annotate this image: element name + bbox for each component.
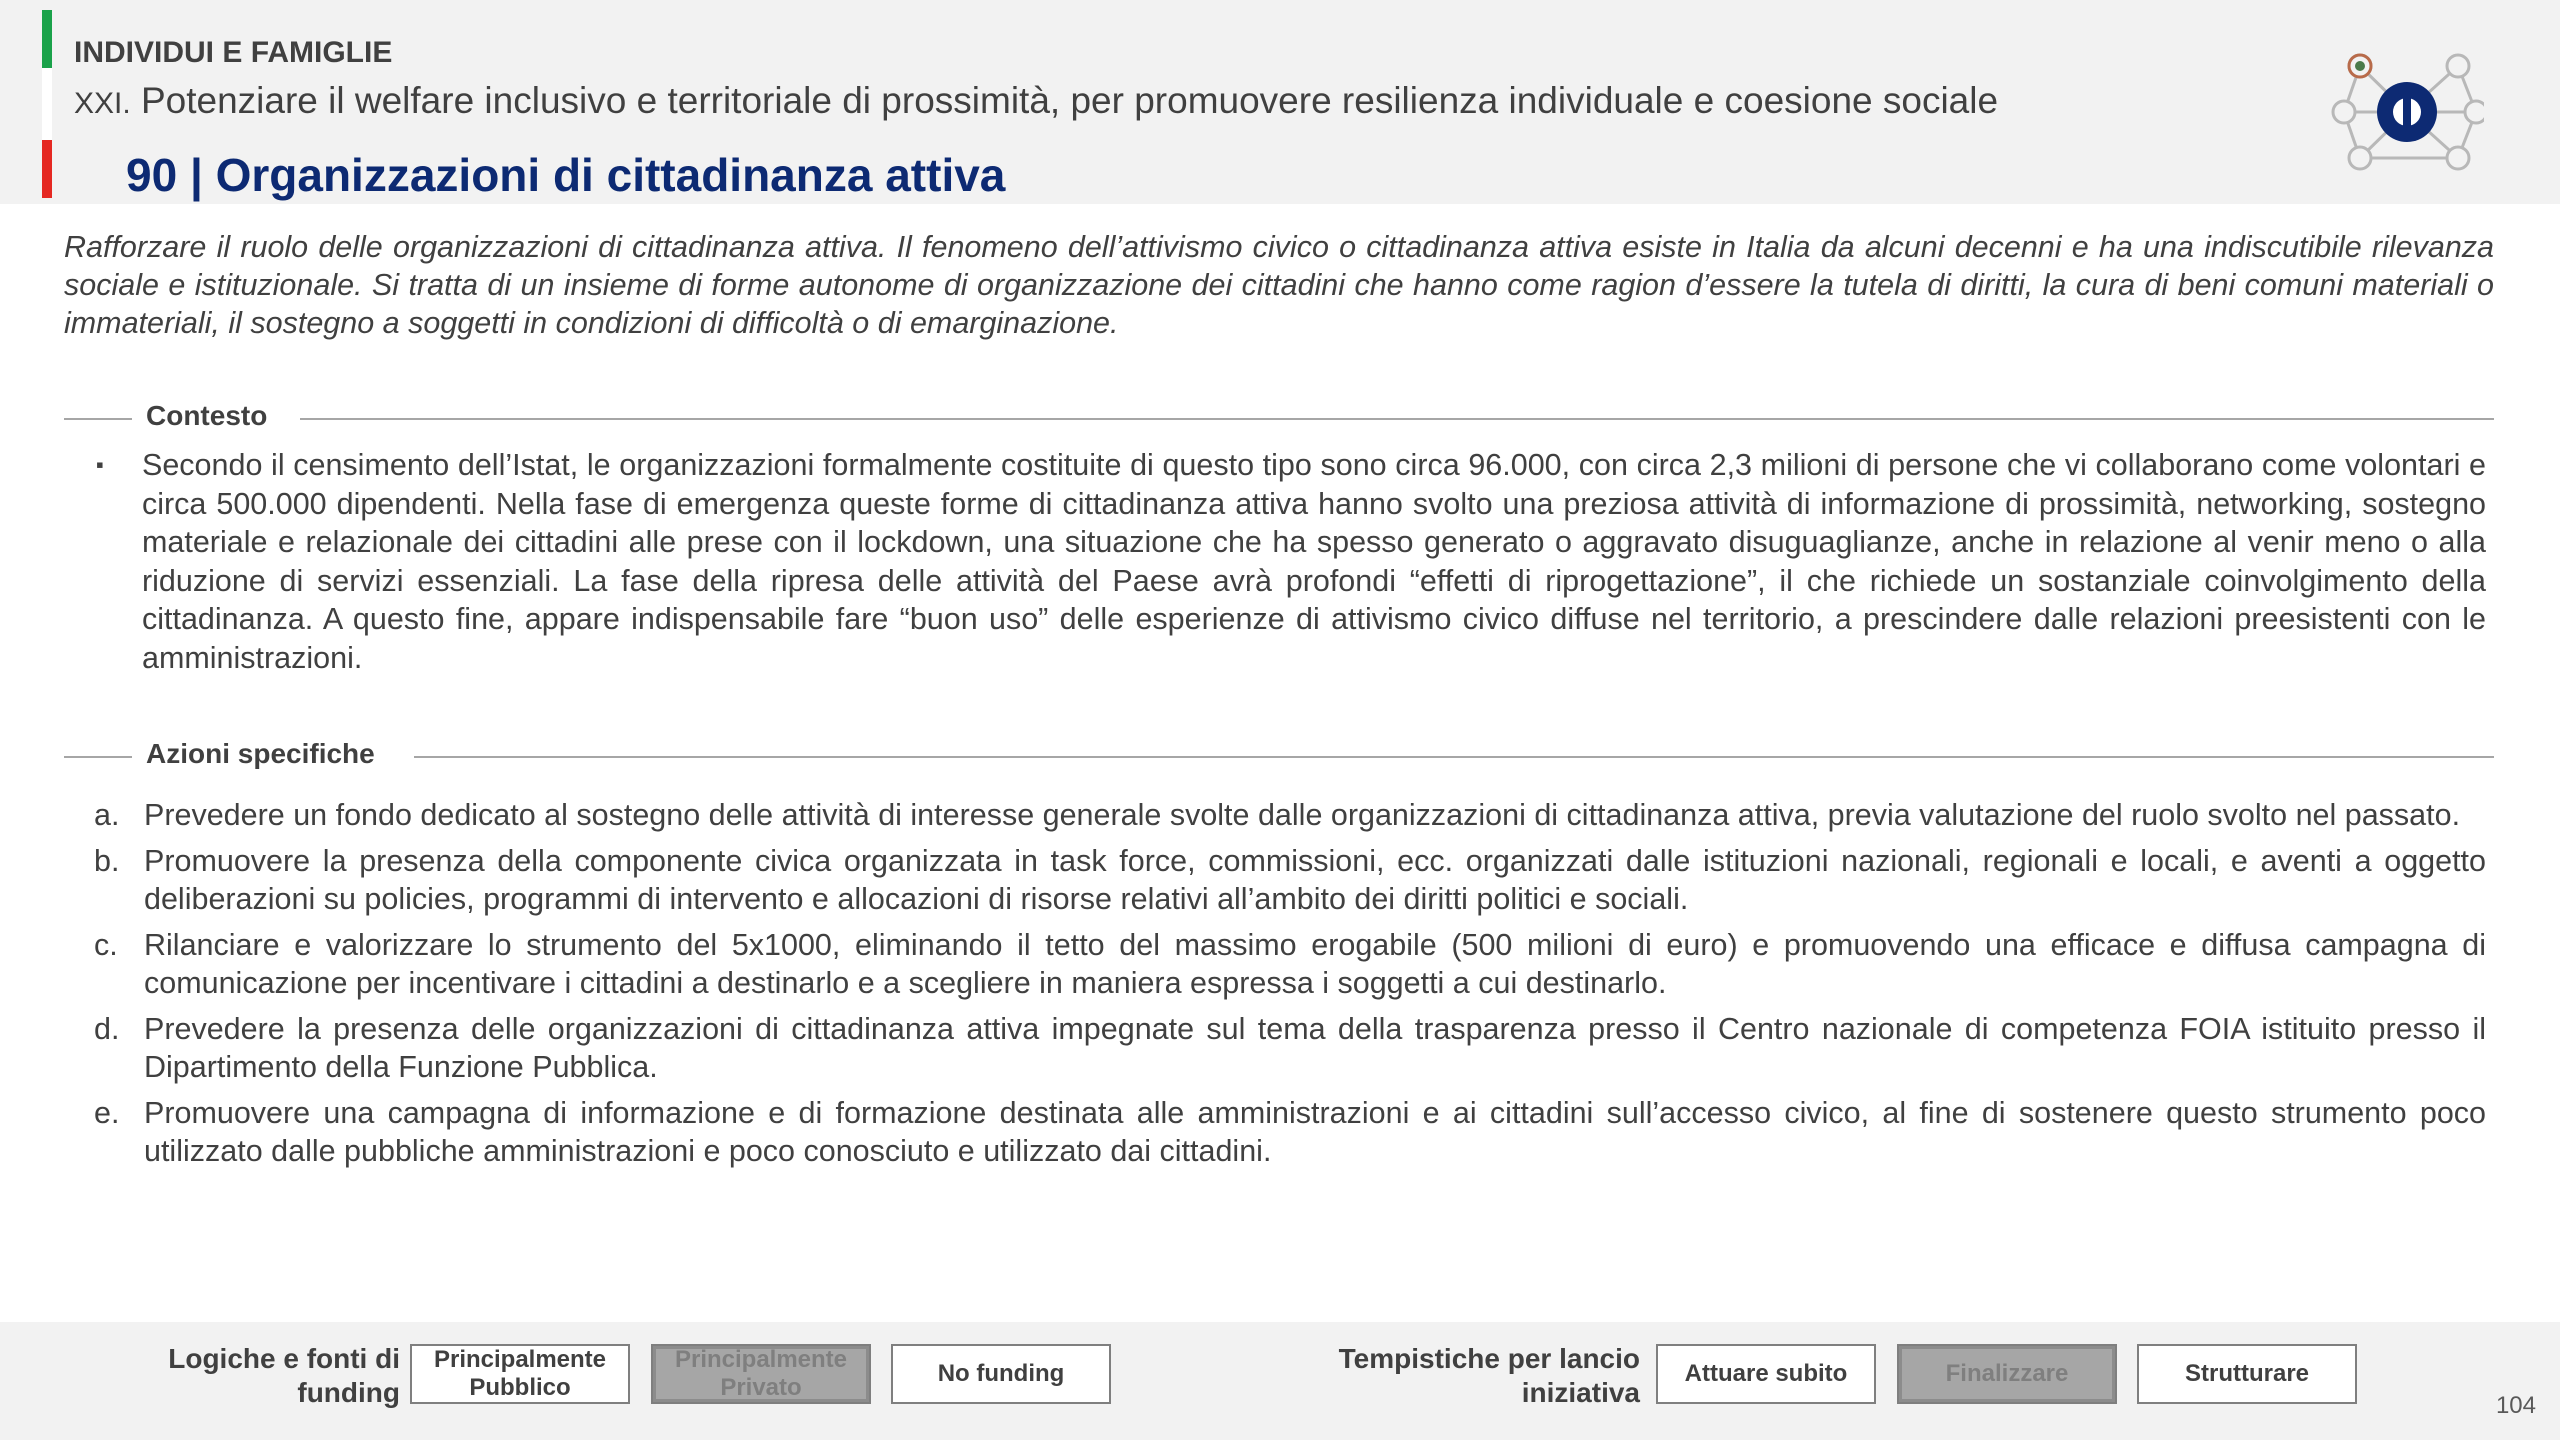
funding-label: Logiche e fonti di funding — [168, 1343, 400, 1408]
chapter-text: Potenziare il welfare inclusivo e territoriale di prossimità, per promuovere resilienza individuale e coesione sociale — [140, 80, 1999, 121]
intro-paragraph: Rafforzare il ruolo delle organizzazioni di cittadinanza attiva. Il fenomeno dell’attivismo civico o cittadinanza attiva esiste in Italia da alcuni decenni e ha una indiscutibile rilevanza sociale e istituzionale. Si tratta di un insieme di forme autonome di organizzazione dei cittadini che hanno come ragion d’essere la tutela di diritti, la cura di beni comuni materiali o immateriali, il sostegno a soggetti in condizioni di difficoltà o di emarginazione. — [64, 230, 2494, 340]
item-marker: d. — [94, 1012, 120, 1046]
timing-label: Tempistiche per lancio iniziativa — [1338, 1343, 1640, 1408]
azioni-list — [92, 796, 2486, 1178]
chapter-subtitle — [74, 80, 1998, 122]
bullet-icon: ▪ — [96, 452, 104, 477]
azioni-heading — [64, 736, 2494, 776]
divider-right — [414, 756, 2494, 758]
funding-option-pubblico[interactable]: Principalmente Pubblico — [410, 1344, 630, 1404]
list-item — [92, 842, 2486, 918]
funding-option-privato[interactable]: Principalmente Privato — [651, 1344, 871, 1404]
list-item — [92, 796, 2486, 834]
divider-left — [64, 418, 132, 420]
item-marker: a. — [94, 798, 120, 832]
item-marker: b. — [94, 844, 120, 878]
item-marker: c. — [94, 928, 118, 962]
divider-right — [300, 418, 2494, 420]
list-item — [92, 926, 2486, 1002]
contesto-label: Contesto — [146, 400, 268, 431]
page-number: 104 — [2495, 1392, 2536, 1419]
contesto-heading — [64, 398, 2494, 438]
contesto-block — [92, 446, 2486, 677]
list-item — [92, 1010, 2486, 1086]
funding-option-no-funding[interactable]: No funding — [891, 1344, 1111, 1404]
item-text: Prevedere la presenza delle organizzazioni di cittadinanza attiva impegnate sul tema della trasparenza presso il Centro nazionale di competenza FOIA istituito presso il Dipartimento della Funzione Pubblica. — [144, 1012, 2486, 1084]
timing-option-strutturare[interactable]: Strutturare — [2137, 1344, 2357, 1404]
timing-option-finalizzare[interactable]: Finalizzare — [1897, 1344, 2117, 1404]
item-text: Rilanciare e valorizzare lo strumento del 5x1000, eliminando il tetto del massimo erogabile (500 milioni di euro) e promuovendo una efficace e diffusa campagna di comunicazione per incentivare i cittadini a destinarlo e a scegliere in maniera espressa i soggetti a cui destinarlo. — [144, 928, 2486, 1000]
list-item — [92, 1094, 2486, 1170]
network-logo-icon — [2330, 46, 2484, 176]
page-title: 90 | Organizzazioni di cittadinanza attiva — [126, 149, 1006, 201]
item-marker: e. — [94, 1096, 120, 1130]
section-title: INDIVIDUI E FAMIGLIE — [74, 36, 393, 69]
timing-option-attuare-subito[interactable]: Attuare subito — [1656, 1344, 1876, 1404]
divider-left — [64, 756, 132, 758]
item-text: Prevedere un fondo dedicato al sostegno delle attività di interesse generale svolte dalle organizzazioni di cittadinanza attiva, previa valutazione del ruolo svolto nel passato. — [144, 798, 2461, 832]
azioni-label: Azioni specifiche — [146, 738, 375, 769]
italian-flag-bar — [42, 10, 52, 198]
item-text: Promuovere una campagna di informazione e di formazione destinata alle amministrazioni e ai cittadini sull’accesso civico, al fine di sostenere questo strumento poco utilizzato dalle pubbliche amministrazioni e poco conosciuto e utilizzato dai cittadini. — [144, 1096, 2486, 1168]
chapter-number: XXI. — [74, 87, 131, 120]
contesto-text: Secondo il censimento dell’Istat, le organizzazioni formalmente costituite di questo tipo sono circa 96.000, con circa 2,3 milioni di persone che vi collaborano come volontari e circa 500.000 dipendenti. Nella fase di emergenza queste forme di cittadinanza attiva hanno svolto una preziosa attività di informazione di prossimità, networking, sostegno materiale e relazionale dei cittadini alle prese con il lockdown, una situazione che ha spesso generato o aggravato disuguaglianze, anche in relazione al venir meno o alla riduzione di servizi essenziali. La fase della ripresa delle attività del Paese avrà profondi “effetti di riprogettazione”, il che richiede un sostanziale coinvolgimento della cittadinanza. A questo fine, appare indispensabile fare “buon uso” delle esperienze di attivismo civico diffuse nel territorio, a prescindere dalle relazioni preesistenti con le amministrazioni. — [142, 448, 2486, 675]
item-text: Promuovere la presenza della componente civica organizzata in task force, commissioni, ecc. organizzati dalle istituzioni nazionali, regionali e locali, e aventi a oggetto deliberazioni su policies, programmi di intervento e allocazioni di risorse relativi all’ambito dei diritti politici e sociali. — [144, 844, 2486, 916]
